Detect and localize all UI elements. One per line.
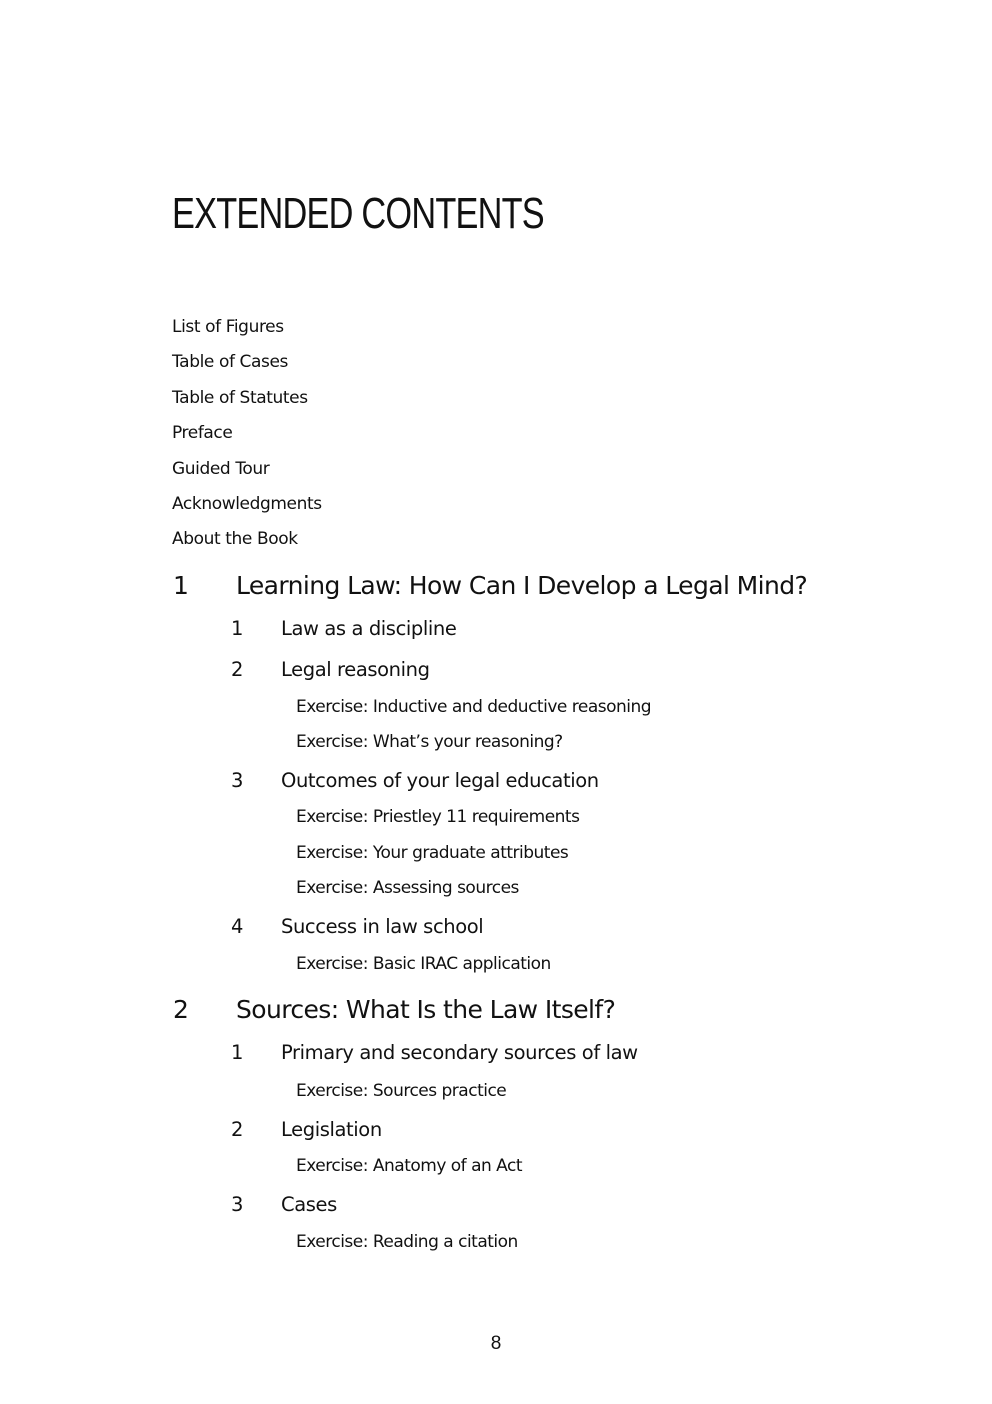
section-title[interactable]: Cases [281, 1193, 337, 1216]
section-number: 2 [231, 1118, 244, 1141]
section-title[interactable]: Primary and secondary sources of law [281, 1041, 638, 1064]
chapter-number: 2 [173, 995, 189, 1024]
exercise-entry[interactable]: Exercise: Basic IRAC application [296, 954, 551, 974]
section-number: 1 [231, 1041, 244, 1064]
section-number: 1 [231, 617, 244, 640]
exercise-entry[interactable]: Exercise: Priestley 11 requirements [296, 807, 580, 827]
toc-front-matter-item[interactable]: About the Book [172, 529, 298, 549]
toc-front-matter-item[interactable]: Table of Statutes [172, 388, 308, 408]
section-number: 3 [231, 1193, 244, 1216]
toc-front-matter-item[interactable]: Guided Tour [172, 459, 270, 479]
section-number: 4 [231, 915, 244, 938]
toc-front-matter-item[interactable]: List of Figures [172, 317, 284, 337]
page-number: 8 [490, 1333, 502, 1354]
section-number: 3 [231, 769, 244, 792]
exercise-entry[interactable]: Exercise: Your graduate attributes [296, 843, 569, 863]
section-title[interactable]: Success in law school [281, 915, 484, 938]
chapter-number: 1 [173, 571, 189, 600]
chapter-title[interactable]: Learning Law: How Can I Develop a Legal Mind? [236, 571, 808, 600]
exercise-entry[interactable]: Exercise: Reading a citation [296, 1232, 518, 1252]
exercise-entry[interactable]: Exercise: Sources practice [296, 1081, 507, 1101]
section-number: 2 [231, 658, 244, 681]
section-title[interactable]: Outcomes of your legal education [281, 769, 599, 792]
exercise-entry[interactable]: Exercise: Assessing sources [296, 878, 519, 898]
section-title[interactable]: Legislation [281, 1118, 382, 1141]
page-title: EXTENDED CONTENTS [172, 189, 544, 238]
toc-front-matter-item[interactable]: Preface [172, 423, 233, 443]
toc-front-matter-item[interactable]: Table of Cases [172, 352, 289, 372]
section-title[interactable]: Legal reasoning [281, 658, 430, 681]
exercise-entry[interactable]: Exercise: Inductive and deductive reasoning [296, 697, 652, 717]
section-title[interactable]: Law as a discipline [281, 617, 457, 640]
exercise-entry[interactable]: Exercise: What’s your reasoning? [296, 732, 563, 752]
toc-front-matter-item[interactable]: Acknowledgments [172, 494, 322, 514]
exercise-entry[interactable]: Exercise: Anatomy of an Act [296, 1156, 523, 1176]
chapter-title[interactable]: Sources: What Is the Law Itself? [236, 995, 616, 1024]
